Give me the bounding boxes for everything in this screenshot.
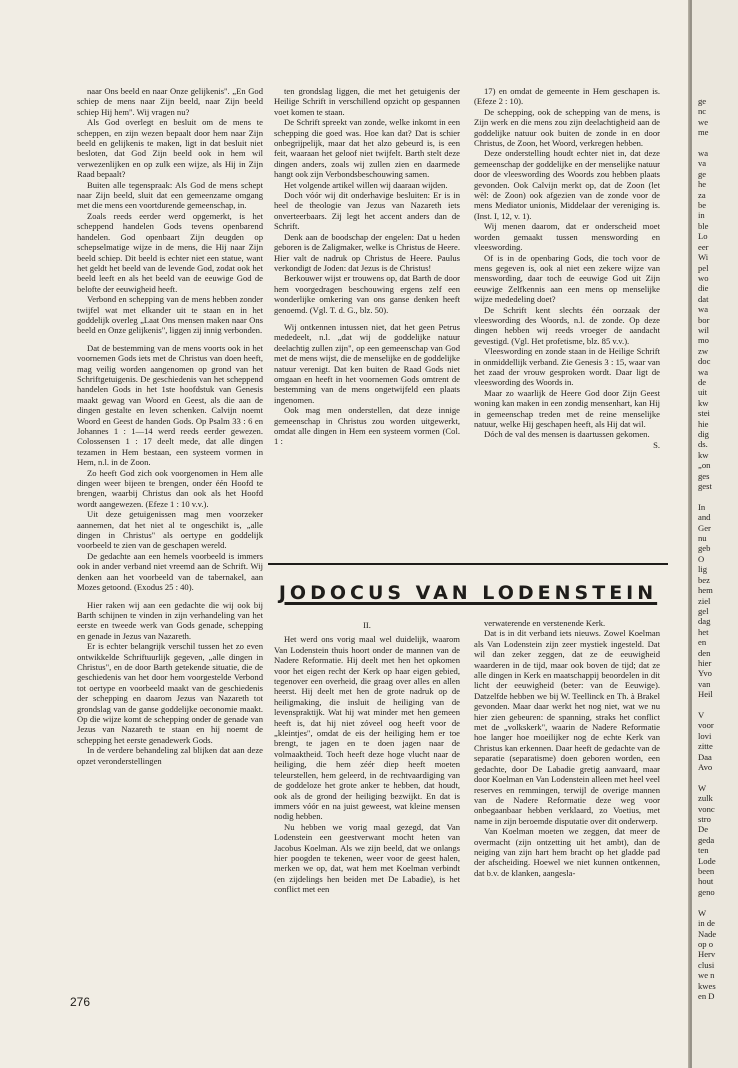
- edge-text-fragment: ten: [698, 845, 709, 856]
- paragraph: De gedachte aan een hemels voorbeeld is immers ook in ander verband niet vreemd aan de Schrift. Wij denken aan het voorbeeld van de tabernakel, aan Mozes getoond. (Exodus 25 : 40).: [77, 550, 263, 593]
- edge-text-fragment: Lo: [698, 231, 708, 242]
- edge-text-fragment: gest: [698, 481, 712, 492]
- edge-text-fragment: [692, 772, 738, 782]
- edge-text-fragment: [692, 897, 738, 907]
- section-number: II.: [363, 620, 371, 630]
- edge-text-fragment: en: [698, 637, 707, 648]
- edge-text-fragment: ge: [698, 96, 707, 106]
- edge-text-fragment: Nade: [698, 928, 717, 939]
- edge-text-fragment: mo: [698, 335, 709, 346]
- edge-text-fragment: Herv: [698, 949, 716, 960]
- edge-text-fragment: de: [698, 376, 707, 387]
- edge-text-fragment: ges: [698, 470, 710, 481]
- edge-text-fragment: lovi: [698, 730, 712, 741]
- edge-text-fragment: hout: [698, 876, 714, 887]
- paragraph: Het volgende artikel willen wij daaraan wijden.: [284, 179, 448, 190]
- paragraph: Dat de bestemming van de mens voorts ook in het voornemen Gods iets met de Christus van doen heeft, mag veilig worden aangenomen op grond van het Schriftgetuigenis. De geschiedenis van het scheppend handelen Gods in het 1ste hoofdstuk van Genesis maakt gewag van Woord en Geest, als die aan de dingen gestalte en leven schenken. Calvijn noemt Woord en Geest de handen Gods. Op Psalm 33 : 6 en Johannes 1 : 1—14 werd reeds eerder gewezen. Colossensen 1 : 17 deelt mede, dat alle dingen tezamen in Hem bestaan, een systeem vormen in Hem, n.l. in de Zoon.: [77, 342, 263, 468]
- edge-text-fragment: kw: [698, 449, 709, 460]
- paragraph: Het werd ons vorig maal wel duidelijk, waarom Van Lodenstein thuis hoort onder de mannen van de Nadere Reformatie. Hij deelt met hen het opkomen voor het eigen recht der Kerk op haar eigen gebied, tegenover een overheid, die graag over alles en allen heerst. Hij deelt met hen de grote nadruk op de heiligmaking, die insluit de heiliging van de levenspraktijk. Wat hij wat minder met hen gemeen heeft is, dat hij niet zóveel oog heeft voor de „kleintjes", omdat de eis der heiliging hem er toe brengt, te jagen en te doen jagen naar de volmaaktheid. Toch heeft deze hoge vlucht naar de heiliging, die hem zéér diep heeft moeten teleurstellen, hem geleerd, in de rechtvaardiging van de goddeloze het grote anker te hebben, dat houdt, ook als de grond der heiliging bezwijkt. En dat is immers vóór en na juist geweest, wat kleine mensen nodig hebben.: [274, 634, 460, 822]
- edge-text-fragment: bor: [698, 314, 710, 325]
- edge-text-fragment: [692, 138, 738, 148]
- paragraph: Berkouwer wijst er trouwens op, dat Barth de door hem voorgedragen beschouwing ergens zelf een wonderlijke omkering van ons ganse denken heeft genoemd. (Vgl. T. d. G., blz. 50).: [274, 273, 460, 315]
- edge-text-fragment: stei: [698, 408, 710, 419]
- edge-text-fragment: V: [698, 709, 705, 720]
- edge-text-fragment: we: [698, 116, 709, 127]
- paragraph: Als God overlegt en besluit om de mens te scheppen, en zijn wezen bepaalt door hem naar Zijn beeld en gelijkenis te maken, ligt in dat besluit niet besloten, dat God Zijn beeld ook in hem wil verwezenlijken en op zulk een wijze, als Hij in Zijn Raad bepaalt?: [77, 117, 263, 180]
- paragraph: De Schrift kent slechts één oorzaak der vleeswording des Woords, n.l. de zonde. Op deze dingen hebben wij reeds vroeger de aandacht gevestigd. (Vgl. Het profetisme, blz. 85 v.v.).: [474, 304, 660, 346]
- edge-text-fragment: he: [698, 179, 707, 190]
- edge-text-fragment: geb: [698, 543, 711, 554]
- edge-text-fragment: in de: [698, 918, 715, 929]
- paragraph: Dat is in dit verband iets nieuws. Zowel Koelman als Van Lodenstein zijn zeer mystiek ingesteld. Dat wil dan zeker zeggen, dat ze de eeuwigheid waarderen in de tijd, maar ook boven de tijd; dat ze alle dingen in Kerk en maatschappij beoordelen in dit licht der eeuwigheid (beter: van de Eeuwige). Datzelfde hebben we bij W. Teellinck en Th. à Brakel gevonden. Maar daar werkt het nog niet, wat we nu hier zien gebeuren: de spanning, straks het conflict met de „volkskerk", waarin de Nadere Reformatie hoe langer hoe moeilijker nog de echte Kerk van Christus kan erkennen. Daar heeft de gedachte van de separatie (separatisme) doen geboren worden, een gedachte, door De Labadie gretig aanvaard, maar door Koelman en Van Lodenstein alleen met heel veel reserves en remmingen, terwijl de overige mannen van de Nadere Reformatie deze weg voor onbegaanbaar hebben verklaard, zo Voetius, met name in zijn beroemde disputatie over dit onderwerp.: [474, 628, 660, 826]
- column-1: [77, 86, 263, 984]
- edge-text-fragment: Yvo: [698, 668, 712, 679]
- edge-text-fragment: zulk: [698, 793, 713, 804]
- paragraph: De Schrift spreekt van zonde, welke inkomt in een schepping die goed was. Hoe kan dat? Dat is schier onbegrijpelijk, maar dat het alzo gebeurd is, is een feit, waaraan het geloof niet twijfelt. Barth stelt deze dingen anders, zoals wij zullen zien en daarmede hangt ook zijn Verbondsbeschouwing samen.: [274, 117, 460, 180]
- edge-text-fragment: den: [698, 647, 711, 658]
- paragraph: naar Ons beeld en naar Onze gelijkenis". „En God schiep de mens naar Zijn beeld, naar Zijn beeld schiep Hij hem". Wij vragen nu?: [77, 86, 263, 117]
- section-divider: [268, 563, 668, 565]
- edge-text-fragment: W: [698, 907, 707, 918]
- edge-text-fragment: nc: [698, 106, 707, 117]
- paragraph: Deze onderstelling houdt echter niet in, dat deze gemeenschap der goddelijke en der menselijke natuur door de vleeswording des Woords zou hebben plaats gevonden. Ook Calvijn merkt op, dat de Zoon (let wèl: de Zoon) ook afgezien van de zonde voor de mens Mediator unionis, Middelaar der vereniging is. (Inst. I, 12, v. 1).: [474, 148, 660, 221]
- edge-text-fragment: clusi: [698, 959, 715, 970]
- paragraph: Nu hebben we vorig maal gezegd, dat Van Lodenstein een geestverwant mocht heten van Jacobus Koelman. Als we zijn beeld, dat we onlangs hier poogden te tekenen, weer voor de geest halen, merken we op, dat, wat hem met Koelman verbindt (en zijdelings hen beiden met De Labadie), is het conflict met een: [274, 821, 460, 895]
- edge-text-fragment: „on: [698, 460, 711, 471]
- paragraph: Denk aan de boodschap der engelen: Dat u heden geboren is de Zaligmaker, welke is Christus de Heere. Hier valt de nadruk op Christus de Heere. Paulus verkondigt de Joden: dat Jezus is de Christus!: [274, 231, 460, 273]
- paragraph: In de verdere behandeling zal blijken dat aan deze opzet veronderstellingen: [77, 745, 263, 766]
- paragraph: Buiten alle tegenspraak: Als God de mens schept naar Zijn beeld, sluit dat een gemeenzame omgang met die mens een voortdurende gemeenschap, in.: [77, 179, 263, 211]
- edge-text-fragment: and: [698, 512, 711, 523]
- edge-text-fragment: voor: [698, 720, 714, 731]
- edge-text-fragment: wa: [698, 304, 709, 315]
- paragraph: Vleeswording en zonde staan in de Heilige Schrift in onmiddellijk verband. Zie Genesis 3 : 15, waar van het zaad der vrouw gesproken wordt. Daar ligt de vleeswording des Woords in.: [474, 346, 660, 388]
- edge-text-fragment: nu: [698, 533, 707, 544]
- edge-text-fragment: za: [698, 189, 706, 200]
- edge-text-fragment: wil: [698, 324, 709, 335]
- paragraph: Hier raken wij aan een gedachte die wij ook bij Barth schijnen te vinden in zijn verhandeling van het eerste en tweede werk van Gods genade, schepping en genade in Jezus van Nazareth.: [77, 599, 263, 641]
- column-3-top: [474, 86, 660, 552]
- edge-text-fragment: geda: [698, 834, 715, 845]
- edge-text-fragment: kw: [698, 397, 709, 408]
- edge-text-fragment: stro: [698, 814, 711, 825]
- edge-text-fragment: Heil: [698, 689, 713, 700]
- edge-text-fragment: geno: [698, 886, 715, 897]
- edge-text-fragment: van: [698, 678, 711, 689]
- column-2-top: [274, 86, 460, 552]
- edge-text-fragment: [692, 700, 738, 710]
- edge-text-fragment: eer: [698, 241, 709, 252]
- paragraph: Zo heeft God zich ook voorgenomen in Hem alle dingen weer bijeen te brengen, onder één Hoofd te brengen, waarbij Christus dan ook als het Hoofd wordt aangewezen. (Efeze 1 : 10 v.v.).: [77, 467, 263, 509]
- edge-text-fragment: ds.: [698, 439, 708, 450]
- paragraph: 17) en omdat de gemeente in Hem geschapen is. (Efeze 2 : 10).: [474, 86, 660, 107]
- paragraph: Dóch de val des mensen is daartussen gekomen.: [484, 429, 650, 440]
- paragraph: Zoals reeds eerder werd opgemerkt, is het scheppend handelen Gods tevens openbarend handelen. God openbaart Zijn deugden op schepselmatige wijze in de mens, die Hij naar Zijn beeld schiep. Dit beeld is echter niet een statue, want het geldt het beeld van de levende God, zodat ook het beeld leeft en als het beeld van de eeuwige God de belofte der eeuwigheid heeft.: [77, 210, 263, 294]
- edge-text-fragment: dag: [698, 616, 711, 627]
- edge-text-fragment: ge: [698, 168, 707, 179]
- paragraph: Uit deze getuigenissen mag men voorzeker aannemen, dat het niet al te ongeschikt is, „alle dingen in Christus" als oertype en goddelijk voorbeeld te zien van de geschapen wereld.: [77, 509, 263, 551]
- paragraph: Wij ontkennen intussen niet, dat het geen Petrus mededeelt, n.l. „dat wij de goddelijke natuur deelachtig zullen zijn", op een gemeenschap van God met de mens wijst, die de menselijke en de goddelijke natuur verenigt. Dat ken buiten de Raad Gods niet omgaan en heeft in het voornemen Gods omtrent de bestemming van de mens ongetwijfeld een plaats ingenomen.: [274, 321, 460, 405]
- edge-text-fragment: kwes: [698, 980, 716, 991]
- column-2-bottom: [274, 618, 460, 984]
- paragraph: verwaterende en verstenende Kerk.: [484, 618, 606, 628]
- paragraph: De schepping, ook de schepping van de mens, is Zijn werk en die mens zou zijn deelachtigheid aan de goddelijke natuur ook buiten de zonde in en door Christus, de Zoon, het Woord, verkregen hebben.: [474, 106, 660, 149]
- edge-text-fragment: Ger: [698, 522, 711, 533]
- edge-text-fragment: en D: [698, 990, 715, 1001]
- edge-text-fragment: uit: [698, 387, 708, 398]
- edge-text-fragment: die: [698, 283, 709, 294]
- edge-text-fragment: De: [698, 824, 709, 835]
- edge-text-fragment: wa: [698, 148, 709, 159]
- edge-text-fragment: wa: [698, 366, 709, 377]
- next-page-edge: [692, 0, 738, 1068]
- edge-text-fragment: zitte: [698, 741, 713, 752]
- paragraph: ten grondslag liggen, die met het getuigenis der Heilige Schrift in verschillend opzicht op gespannen voet komen te staan.: [274, 86, 460, 117]
- edge-text-fragment: [692, 491, 738, 501]
- edge-text-fragment: ble: [698, 220, 709, 231]
- edge-text-fragment: wo: [698, 272, 709, 283]
- paragraph: Wij menen daarom, dat er onderscheid moet worden gemaakt tussen menswording en vleeswording.: [474, 221, 660, 253]
- edge-text-fragment: gel: [698, 605, 709, 616]
- edge-text-fragment: Daa: [698, 751, 712, 762]
- page-number: 276: [70, 995, 91, 1009]
- paragraph: Maar zo waarlijk de Heere God door Zijn Geest woning kan maken in een zondig mensenhart, kan Hij in gemeenschap treden met de reine menselijke natuur, welke Hij geschapen heeft, als Hij dat wil.: [474, 387, 660, 429]
- edge-text-fragment: O: [698, 553, 705, 564]
- edge-text-fragment: Wi: [698, 252, 709, 263]
- edge-text-fragment: hier: [698, 657, 712, 668]
- edge-text-fragment: ziel: [698, 595, 711, 606]
- column-3-bottom: [474, 618, 660, 984]
- edge-text-fragment: dat: [698, 293, 709, 304]
- edge-text-fragment: het: [698, 626, 709, 637]
- paragraph: Ook mag men onderstellen, dat deze innige gemeenschap in Christus zou worden uitgewerkt, omdat alle dingen in Hem een systeem vormen (Col. 1 :: [274, 405, 460, 447]
- author-signature: S.: [653, 439, 660, 450]
- paragraph: Verbond en schepping van de mens hebben zonder twijfel wat met elkander uit te staan en in het goddelijk overleg „Laat Ons mensen maken naar Ons beeld en Onze gelijkenis", liggen zij innig verbonden.: [77, 294, 263, 336]
- edge-text-fragment: me: [698, 127, 709, 138]
- edge-text-fragment: va: [698, 158, 707, 169]
- edge-text-fragment: in: [698, 210, 705, 221]
- edge-text-fragment: vonc: [698, 803, 715, 814]
- edge-text-fragment: Lode: [698, 855, 716, 866]
- paragraph: Of is in de openbaring Gods, die toch voor de mens gegeven is, ook al niet een zekere wijze van menswording, daar toch de eeuwige God uit Zijn eeuwige Zelfkennis aan een mens op menselijke wijze mededeling doet?: [474, 252, 660, 305]
- edge-text-fragment: be: [698, 200, 707, 211]
- edge-text-fragment: hie: [698, 418, 709, 429]
- paragraph: Er is echter belangrijk verschil tussen het zo even ontwikkelde Schriftuurlijk gegeven, „alle dingen in Christus", en de door Barth getekende situatie, die de geschiedenis van het door hem voorgestelde Verbond tot oertype en voorbeeld maakt van de geschiedenis der schepping en daarom Jezus van Nazareth tot grondslag van de ganse goddelijke oeconomie maakt. Op die wijze komt de schepping onder de genade van Jezus van Nazareth te staan en hij noemt de schepping het eerste genadewerk Gods.: [77, 641, 263, 745]
- article-title: JODOCUS VAN LODENSTEIN: [278, 582, 658, 604]
- edge-text-fragment: doc: [698, 356, 711, 367]
- edge-text-fragment: In: [698, 501, 706, 512]
- edge-text-fragment: Avo: [698, 762, 713, 772]
- edge-text-fragment: dig: [698, 429, 709, 439]
- paragraph: Van Koelman moeten we zeggen, dat meer de overmacht (zijn ontzetting uit het ambt), dan de neiging van zijn hart hem bracht op het gladde pad der afscheiding. Hoewel we niet kunnen ontkennen, dat b.v. de klanken, aangesla-: [474, 826, 660, 878]
- edge-text-fragment: hem: [698, 585, 713, 596]
- edge-text-fragment: lig: [698, 564, 708, 575]
- edge-text-fragment: bez: [698, 574, 710, 585]
- edge-text-fragment: pel: [698, 262, 709, 273]
- edge-text-fragment: W: [698, 782, 707, 793]
- edge-text-fragment: op o: [698, 938, 714, 949]
- edge-text-fragment: zw: [698, 345, 709, 356]
- paragraph: Doch vóór wij dit onderhavige besluiten: Er is in heel de theologie van Jezus van Nazareth iets onverteerbaars. Zij legt het accent anders dan de Schrift.: [274, 190, 460, 232]
- edge-text-fragment: we n: [698, 970, 715, 981]
- edge-text-fragment: been: [698, 866, 715, 877]
